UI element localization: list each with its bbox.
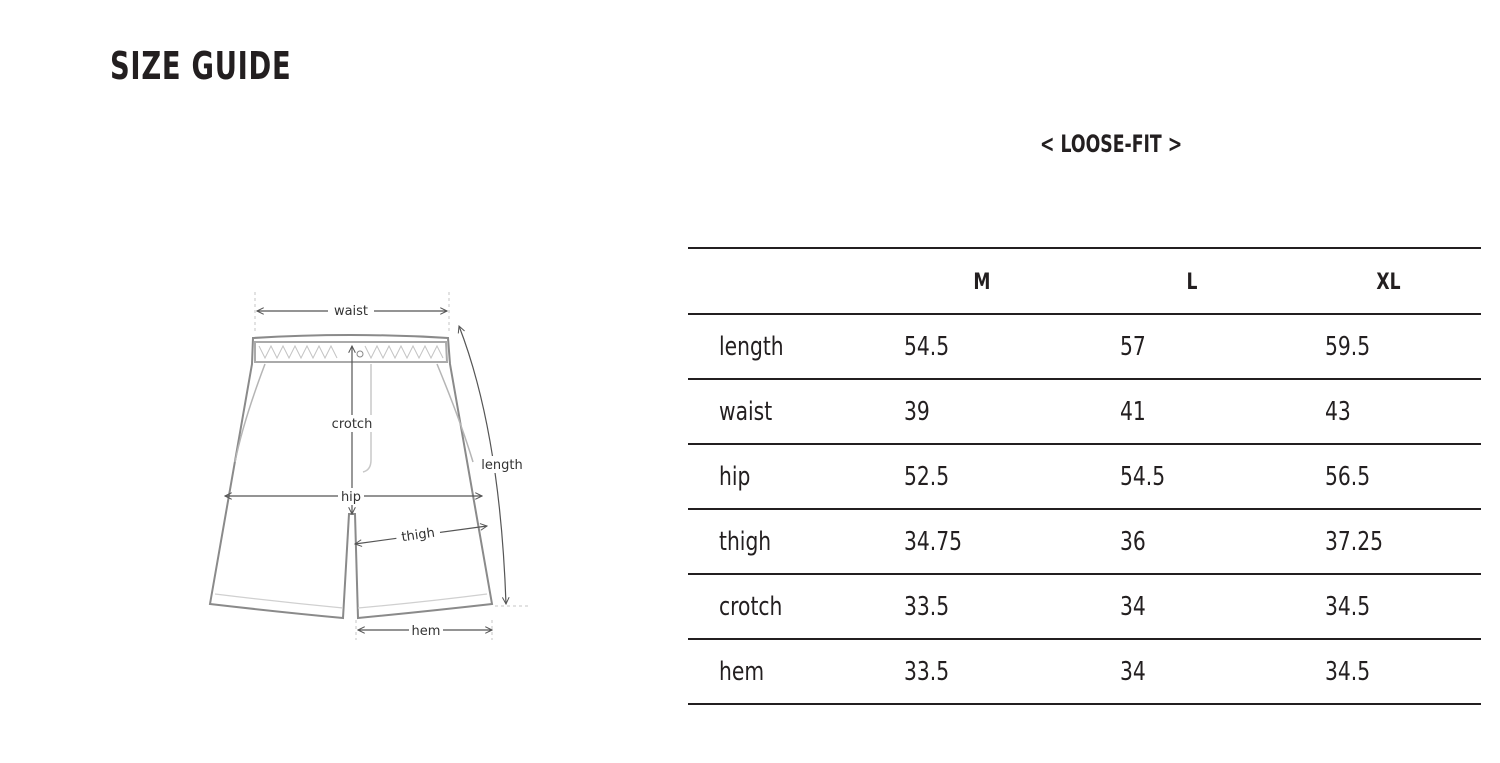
size-table [688, 247, 1481, 705]
table-row [688, 639, 1481, 704]
shorts-measurement-diagram [195, 282, 540, 642]
diagram-label-crotch: crotch [331, 417, 373, 432]
table-row [688, 444, 1481, 509]
row-label: thigh [719, 526, 772, 557]
table-cell: 54.5 [904, 331, 950, 362]
table-cell: 36 [1120, 526, 1146, 557]
fit-title: < LOOSE-FIT > [1040, 130, 1183, 158]
diagram-label-waist: waist [333, 304, 369, 319]
row-label: length [719, 331, 784, 362]
table-row [688, 379, 1481, 444]
table-header-row [688, 248, 1481, 314]
shorts-outline [210, 335, 492, 618]
table-cell: 34 [1120, 656, 1146, 687]
table-cell: 39 [904, 396, 930, 427]
header-size-m: M [973, 270, 991, 295]
table-row [688, 509, 1481, 574]
table-cell: 52.5 [904, 461, 950, 492]
row-label: waist [719, 396, 773, 427]
table-cell: 54.5 [1120, 461, 1166, 492]
table-cell: 33.5 [904, 656, 950, 687]
diagram-label-thigh: thigh [400, 525, 436, 546]
header-empty [688, 248, 874, 314]
diagram-label-length: length [481, 458, 523, 473]
table-cell: 33.5 [904, 591, 950, 622]
table-cell: 56.5 [1325, 461, 1371, 492]
table-cell: 41 [1120, 396, 1146, 427]
table-row [688, 314, 1481, 379]
header-size-xl: XL [1375, 270, 1401, 295]
table-row [688, 574, 1481, 639]
table-cell: 57 [1120, 331, 1146, 362]
table-cell: 34.75 [904, 526, 963, 557]
diagram-label-hem: hem [411, 624, 441, 639]
row-label: hip [719, 461, 751, 492]
header-size-l: L [1187, 270, 1198, 295]
table-cell: 37.25 [1325, 526, 1384, 557]
page-title: SIZE GUIDE [110, 44, 292, 88]
table-cell: 34 [1120, 591, 1146, 622]
table-cell: 34.5 [1325, 656, 1371, 687]
table-cell: 43 [1325, 396, 1351, 427]
table-cell: 59.5 [1325, 331, 1371, 362]
waistband-pattern [259, 346, 443, 358]
table-cell: 34.5 [1325, 591, 1371, 622]
row-label: crotch [719, 591, 783, 622]
row-label: hem [719, 656, 765, 687]
diagram-label-hip: hip [340, 490, 362, 505]
